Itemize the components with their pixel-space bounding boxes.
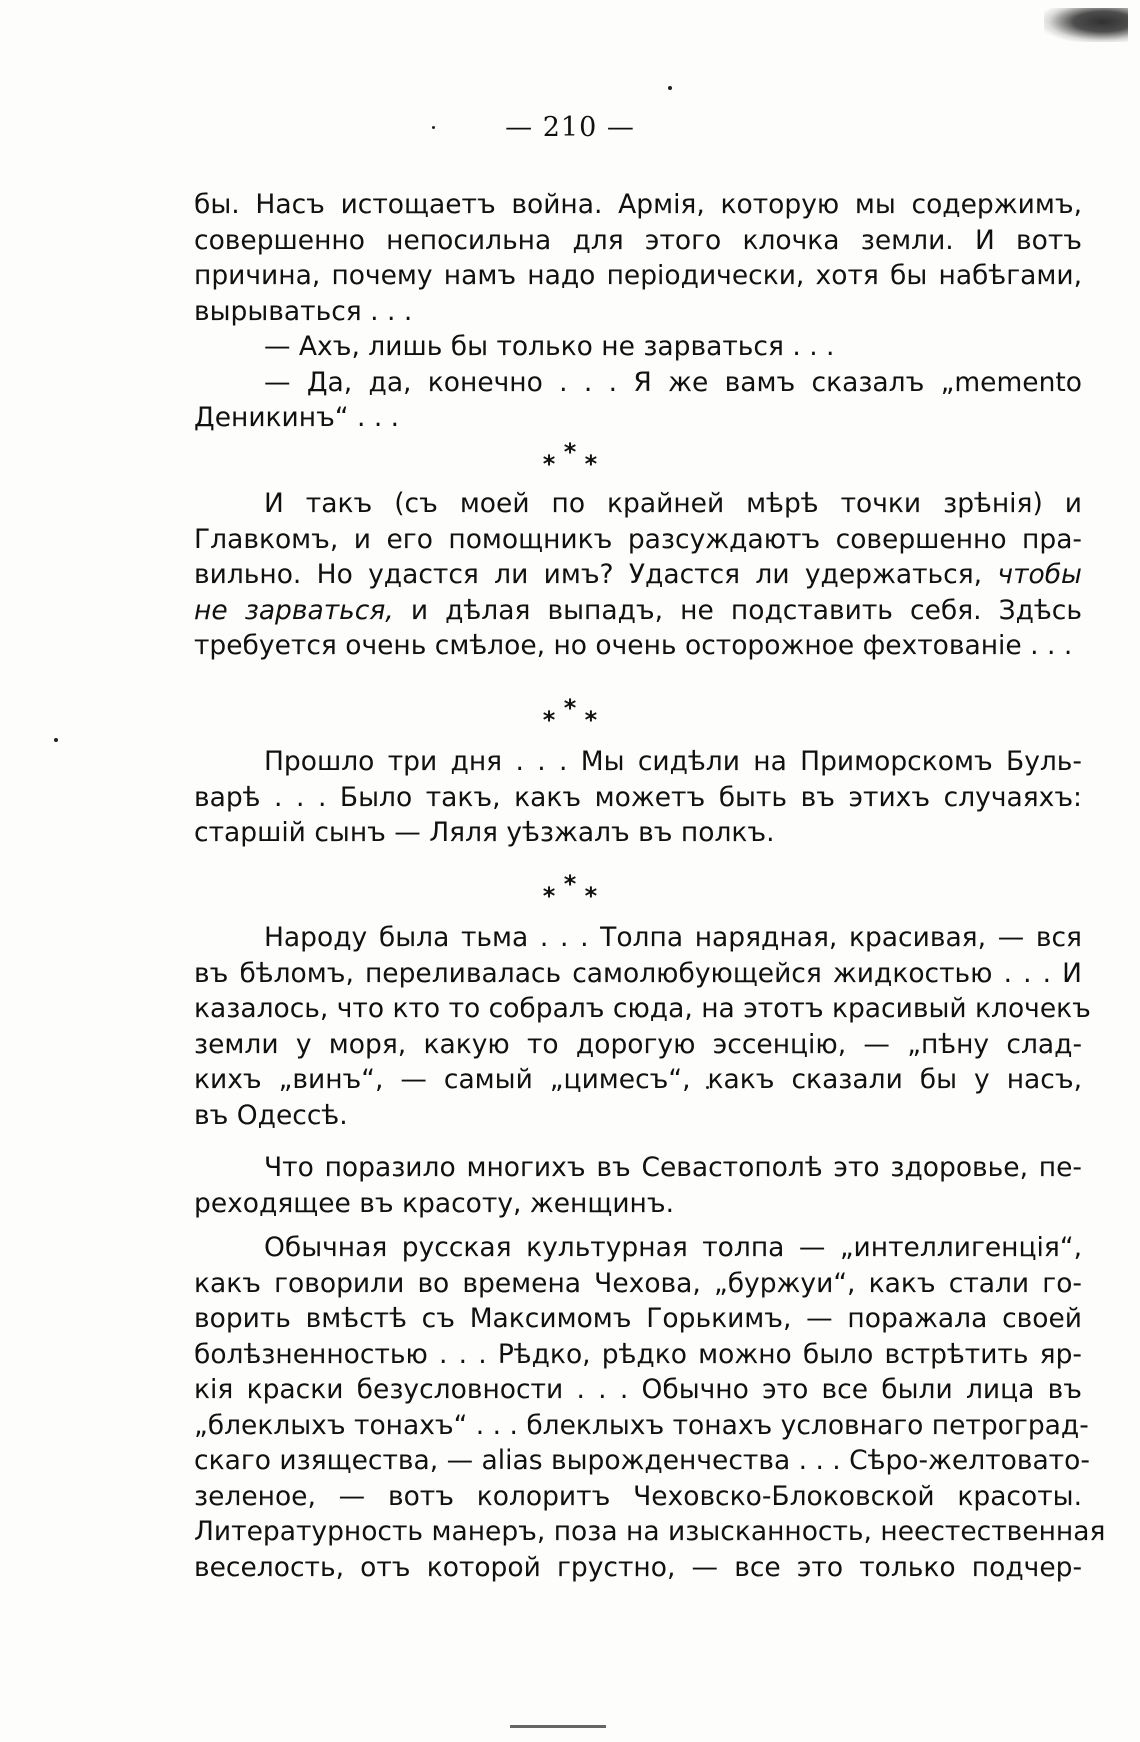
text-line: совершенно непосильна для этого клочка земли. И вотъ [194,224,1082,256]
section-separator [0,694,1140,734]
text-line: бы. Насъ истощаетъ война. Армія, которую мы содержимъ, [194,189,1082,220]
paragraph-3 [194,744,1082,851]
dialog-line: — Да, да, конечно . . . Я же вамъ сказалъ „memento [264,366,1082,398]
star-mark: * [563,438,577,466]
text-line: Прошло три дня . . . Мы сидѣли на Приморскомъ Буль- [264,746,1082,777]
text-line: ворить вмѣстѣ съ Максимомъ Горькимъ, — поражала своей [194,1303,1082,1334]
text-segment: вильно. Но удастся ли имъ? Удастся ли удержаться, [194,559,983,590]
text-line: зеленое, — вотъ колоритъ Чеховско-Блоковской красоты. [194,1480,1082,1512]
text-line [194,593,1082,629]
text-line: причина, почему намъ надо періодически, хотя бы набѣгами, [194,260,1082,291]
text-line: кія краски безусловности . . . Обычно это все были лица въ [194,1374,1082,1405]
text-line: веселость, отъ которой грустно, — все это только подчер- [194,1551,1082,1583]
italic-segment: чтобы [997,559,1082,590]
text-line: какъ говорили во времена Чехова, „буржуи“, какъ стали го- [194,1267,1082,1299]
paragraph-2 [194,486,1082,664]
text-line: И такъ (съ моей по крайней мѣрѣ точки зрѣнія) и [264,488,1082,519]
text-segment: и дѣлая выпадъ, не подставить себя. Здѣсь [410,594,1082,626]
text-line: Главкомъ, и его помощникъ разсуждаютъ совершенно пра- [194,523,1082,555]
scan-bottom-mark [510,1725,606,1728]
paragraph-4 [194,920,1091,1133]
section-separator [0,870,1140,910]
paragraph-6 [194,1230,1106,1585]
text-line: Обычная русская культурная толпа — „интеллигенція“, [264,1232,1082,1263]
scan-artifact-mark [1044,8,1128,42]
text-line: казалось, что кто то собралъ сюда, на этотъ красивый клочекъ [194,993,1091,1024]
text-line: старшій сынъ — Ляля уѣзжалъ въ полкъ. [194,817,775,848]
text-line: вырываться . . . [194,295,413,327]
star-mark: * [542,882,556,910]
page-number: — 210 — [505,112,635,143]
text-line [194,557,1082,593]
text-line: „блеклыхъ тонахъ“ . . . блеклыхъ тонахъ условнаго петроград- [194,1409,1089,1441]
text-line: варѣ . . . Было такъ, какъ можетъ быть въ этихъ случаяхъ: [194,781,1082,813]
italic-segment: не зарваться, [194,594,394,626]
star-mark: * [542,706,556,734]
star-mark: * [584,450,598,478]
text-line: земли у моря, какую то дорогую эссенцію, — „пѣну слад- [194,1028,1082,1060]
text-line: требуется очень смѣлое, но очень осторожное фехтованіе . . . [194,630,1073,661]
section-separator [0,438,1140,478]
star-mark: * [542,450,556,478]
scan-speck [54,738,58,742]
text-line: Литературность манеръ, поза на изысканность, неестественная [194,1516,1106,1547]
text-line: въ Одессѣ. [194,1099,348,1131]
star-mark: * [584,882,598,910]
text-line: въ бѣломъ, переливалась самолюбующейся жидкостью . . . И [194,957,1082,989]
paragraph-5 [194,1150,1082,1221]
paragraph-1 [194,187,1082,436]
dialog-line: Деникинъ“ . . . [194,402,400,433]
text-line: Народу была тьма . . . Толпа нарядная, красивая, — вся [264,922,1082,953]
star-mark: * [563,694,577,722]
text-line: болѣзненностью . . . Рѣдко, рѣдко можно было встрѣтить яр- [194,1338,1082,1370]
text-line: скаго изящества, — alias вырожденчества . . . Сѣро-желтовато- [194,1445,1090,1476]
text-line: Что поразило многихъ въ Севастополѣ это здоровье, пе- [264,1152,1082,1183]
star-mark: * [563,870,577,898]
text-line: кихъ „винъ“, — самый „цимесъ“, какъ сказали бы у насъ, [194,1064,1082,1095]
text-line: реходящее въ красоту, женщинъ. [194,1187,675,1219]
star-mark: * [584,706,598,734]
dialog-line: — Ахъ, лишь бы только не зарваться . . . [264,331,835,362]
scan-speck [668,86,672,90]
